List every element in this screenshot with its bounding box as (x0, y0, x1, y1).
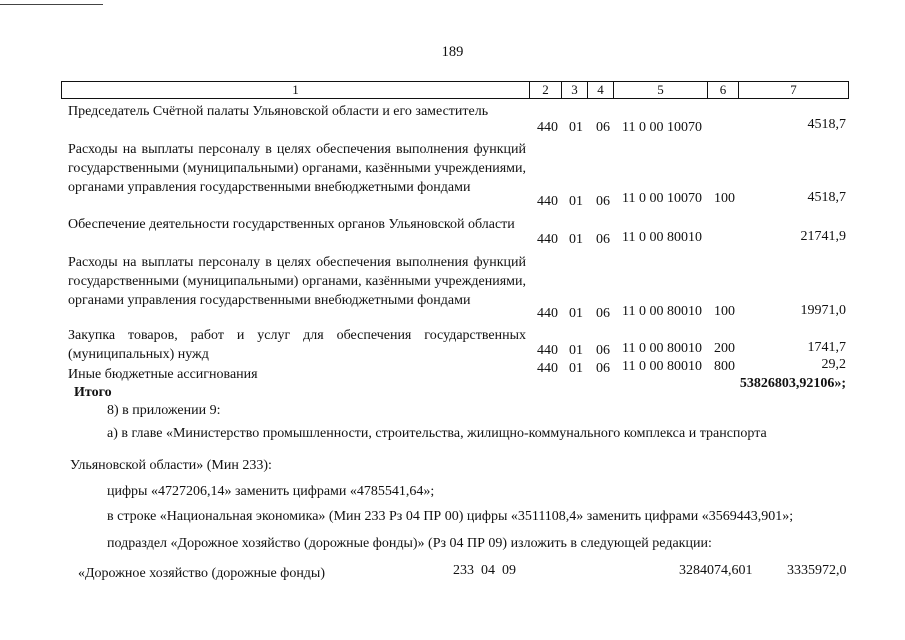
row-amount: 21741,9 (800, 229, 846, 244)
row-code-6: 100 (714, 191, 735, 206)
paragraph-chapter-line-1: а) в главе «Министерство промышленности, строительства, жилищно-коммунального комплекса и транспорта (107, 426, 767, 441)
header-col-4: 4 (588, 82, 614, 98)
final-row-value-1: 3284074,601 (679, 563, 753, 578)
table-header (61, 81, 849, 99)
row-amount: 19971,0 (800, 303, 846, 318)
row-code-4: 06 (596, 306, 610, 321)
row-code-6: 100 (714, 304, 735, 319)
header-col-7: 7 (739, 82, 849, 98)
row-code-4: 06 (596, 232, 610, 247)
paragraph-row-replace: в строке «Национальная экономика» (Мин 233 Рз 04 ПР 00) цифры «3511108,4» заменить цифрами «3569443,901»; (107, 509, 794, 524)
row-code-3: 01 (569, 232, 583, 247)
row-code-5: 11 0 00 80010 (622, 359, 702, 374)
row-description: Иные бюджетные ассигнования (68, 367, 258, 382)
row-code-4: 06 (596, 361, 610, 376)
row-code-3: 01 (569, 343, 583, 358)
row-code-5: 11 0 00 10070 (622, 191, 702, 206)
row-code-5: 11 0 00 80010 (622, 341, 702, 356)
final-row-label: «Дорожное хозяйство (дорожные фонды) (78, 566, 326, 581)
header-col-2: 2 (530, 82, 562, 98)
row-code-6: 800 (714, 359, 735, 374)
row-code-2: 440 (537, 232, 558, 247)
row-code-5: 11 0 00 80010 (622, 304, 702, 319)
header-col-3: 3 (562, 82, 588, 98)
row-description: Закупка товаров, работ и услуг для обеспечения государственных (муниципальных) нужд (68, 328, 526, 362)
paragraph-chapter-line-2: Ульяновской области» (Мин 233): (70, 458, 272, 473)
page-number: 189 (441, 44, 464, 60)
row-code-3: 01 (569, 361, 583, 376)
row-description: Расходы на выплаты персоналу в целях обеспечения выполнения функций государственными (муниципальными) органами, казёнными учреждениями, органами управления государственными внебюджетными фондами (68, 255, 526, 308)
row-code-2: 440 (537, 361, 558, 376)
paragraph-digits-replace: цифры «4727206,14» заменить цифрами «4785541,64»; (107, 484, 435, 499)
row-code-2: 440 (537, 306, 558, 321)
row-code-2: 440 (537, 343, 558, 358)
header-col-6: 6 (708, 82, 739, 98)
row-code-3: 01 (569, 120, 583, 135)
row-code-4: 06 (596, 343, 610, 358)
row-code-5: 11 0 00 80010 (622, 230, 702, 245)
row-code-4: 06 (596, 194, 610, 209)
top-rule (0, 4, 103, 5)
row-code-2: 440 (537, 194, 558, 209)
row-amount: 1741,7 (807, 340, 846, 355)
row-amount: 4518,7 (807, 190, 846, 205)
row-code-3: 01 (569, 306, 583, 321)
row-code-4: 06 (596, 120, 610, 135)
final-row-value-2: 3335972,0 (787, 563, 847, 578)
row-amount: 29,2 (821, 357, 846, 372)
row-description: Председатель Счётной палаты Ульяновской области и его заместитель (68, 104, 489, 119)
row-code-2: 440 (537, 120, 558, 135)
final-row-codes: 233 04 09 (453, 563, 516, 578)
row-code-5: 11 0 00 10070 (622, 120, 702, 135)
header-col-5: 5 (614, 82, 708, 98)
row-amount: 4518,7 (807, 117, 846, 132)
row-code-3: 01 (569, 194, 583, 209)
row-description: Обеспечение деятельности государственных органов Ульяновской области (68, 217, 515, 232)
total-label: Итого (74, 385, 112, 400)
total-value: 53826803,92106»; (739, 376, 846, 391)
header-col-1: 1 (62, 82, 530, 98)
row-code-6: 200 (714, 341, 735, 356)
paragraph-subsection: подраздел «Дорожное хозяйство (дорожные фонды)» (Рз 04 ПР 09) изложить в следующей редакции: (107, 536, 712, 551)
row-description: Расходы на выплаты персоналу в целях обеспечения выполнения функций государственными (муниципальными) органами, казёнными учреждениями, органами управления государственными внебюджетными фондами (68, 142, 526, 195)
paragraph-appendix-9: 8) в приложении 9: (107, 403, 221, 418)
